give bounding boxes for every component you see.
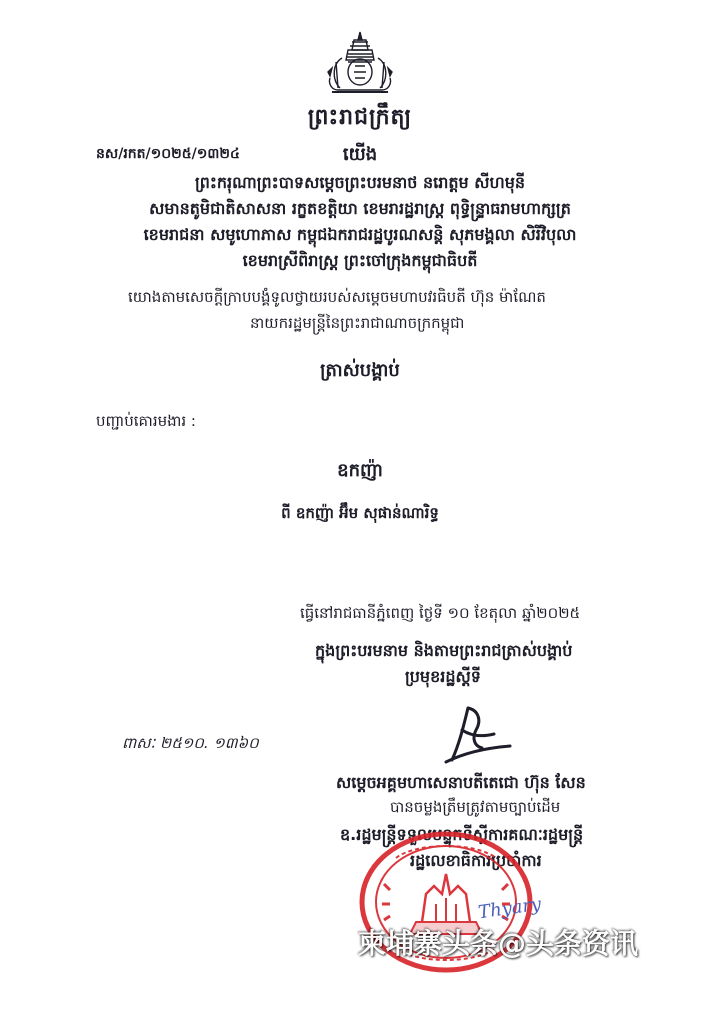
- decree-word: ត្រាស់បង្គាប់: [320, 360, 400, 381]
- king-title-line-1: ព្រះករុណាព្រះបាទសម្តេចព្រះបរមនាថ នរោត្តម សីហមុនី: [194, 173, 526, 192]
- signatory-line-2: បានចម្លងត្រឹមត្រូវតាមច្បាប់ដើម: [390, 798, 561, 816]
- signature-mark-icon: [438, 700, 518, 768]
- seal-signature-text: Thyary: [476, 893, 543, 924]
- registration-number: ពាសៈ ២៥១០. ១៣៦០: [122, 734, 259, 752]
- rank-title: ឧកញ៉ា: [337, 460, 383, 481]
- king-title-line-4: ខេមរាស្រីពិរាស្ត្រ ព្រះចៅក្រុងកម្ពុជាធិបតី: [242, 251, 478, 270]
- proposal-line-2: នាយករដ្ឋមន្ត្រីនៃព្រះរាជាណាចក្រកម្ពុជា: [250, 314, 465, 332]
- signatory-line-3: ឧ.រដ្ឋមន្ត្រីទទួលបន្ទុកទីស្តីការគណៈរដ្ឋមន្ត្រី: [340, 825, 584, 844]
- decree-title: ព្រះរាជក្រឹត្យ: [307, 105, 413, 130]
- closing-line-1: ក្នុងព្រះបរមនាម និងតាមព្រះរាជត្រាស់បង្គាប់: [315, 641, 573, 660]
- signatory-line-4: រដ្ឋលេខាធិការប្រចាំការ: [410, 851, 542, 870]
- king-title-line-3: ខេមរាជនា សមូហោភាស កម្ពុជឯករាជរដ្ឋបូរណសន្តិ សុភមង្គលា សិរីវិបុលា: [143, 225, 577, 244]
- proposal-line-1: យោងតាមសេចក្តីក្រាបបង្គំទូលថ្វាយរបស់សម្តេចមហាបវរធិបតី ហ៊ុន ម៉ាណែត: [128, 288, 546, 306]
- signatory-line-1: សម្តេចអគ្គមហាសេនាបតីតេជោ ហ៊ុន សែន: [336, 773, 586, 792]
- royal-crest-icon: [318, 28, 402, 98]
- yeung-heading: យើង: [342, 144, 378, 165]
- reference-number: នស/រកត/១០២៥/១៣២៤: [96, 146, 240, 162]
- closing-line-2: ប្រមុខរដ្ឋស្តីទី: [405, 667, 481, 686]
- king-title-line-2: សមានតូមិជាតិសាសនា រក្ខតខត្តិយា ខេមរារដ្ឋរាស្ត្រ ពុទ្ធិន្ទ្រាធរាមហាក្សត្រ: [149, 199, 571, 218]
- date-line: ធ្វើនៅរាជធានីភ្នំពេញ ថ្ងៃទី ១០ ខែតុលា ឆ្នាំ២០២៥: [300, 604, 581, 622]
- order-label: បញ្ជាប់គោរមងារ :: [96, 412, 196, 430]
- watermark-text: 柬埔寨头条@头条资讯: [358, 927, 639, 960]
- recipient-line: ពី ឧកញ៉ា អ៊ឹម សុផាន់ណារិទ្ធ: [281, 504, 439, 522]
